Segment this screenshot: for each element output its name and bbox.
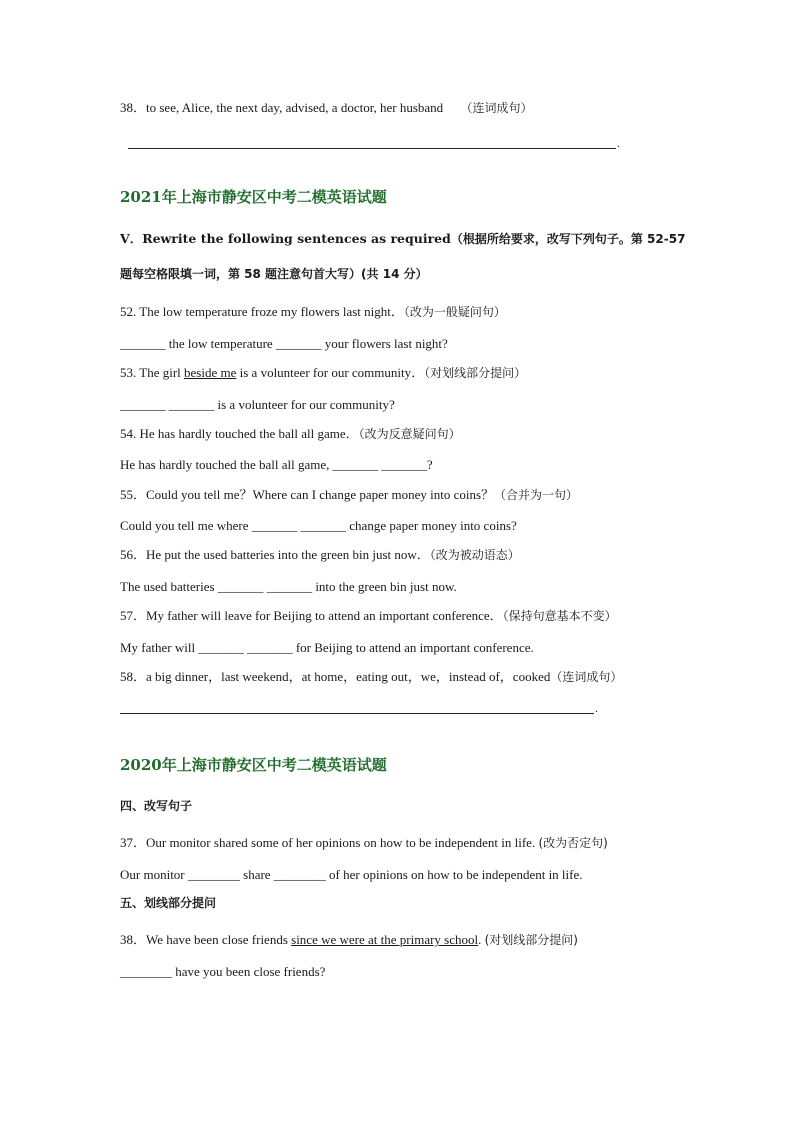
part-4-title — [120, 798, 192, 814]
question-note: （合并为一句） — [494, 488, 579, 502]
instructions-english: V．Rewrite the following sentences as required — [120, 231, 451, 246]
question-58 — [120, 669, 622, 685]
question-54 — [120, 426, 461, 442]
question-37 — [120, 835, 608, 851]
question-text: 38．We have been close friends — [120, 932, 292, 947]
question-57 — [120, 608, 617, 624]
question-text: is a volunteer for our community． — [236, 365, 425, 380]
question-text: 53. The girl — [120, 365, 185, 380]
answer-56: The used batteries _______ _______ into the green bin just now. — [120, 579, 457, 594]
answer-55: Could you tell me where _______ _______ change paper money into coins? — [120, 518, 517, 533]
question-56 — [120, 547, 520, 563]
question-55 — [120, 487, 578, 503]
question-text: 54. He has hardly touched the ball all game． — [120, 426, 359, 441]
question-text: 56．He put the used batteries into the green bin just now． — [120, 547, 430, 562]
question-53 — [120, 365, 526, 381]
answer-53: _______ _______ is a volunteer for our community? — [120, 397, 395, 412]
question-note: （改为反意疑问句） — [358, 427, 461, 441]
question-note: （改为一般疑问句） — [403, 305, 506, 319]
answer-54: He has hardly touched the ball all game, _______ _______? — [120, 457, 433, 472]
question-note: （连词成句） — [550, 670, 623, 684]
answer-52: _______ the low temperature _______ your flowers last night? — [120, 336, 448, 351]
question-text: 37．Our monitor shared some of her opinions on how to be independent in life. — [120, 835, 539, 850]
answer-38-bottom: ________ have you been close friends? — [120, 964, 326, 979]
underlined-phrase: beside me — [184, 365, 237, 380]
question-text: 57．My father will leave for Beijing to attend an important conference． — [120, 608, 503, 623]
answer-line — [128, 148, 616, 149]
question-text: 58．a big dinner，last weekend，at home，eating out，we，instead of，cooked — [120, 669, 551, 684]
question-text: 38．to see, Alice, the next day, advised, a doctor, her husband — [120, 100, 444, 115]
section-heading-2020: 2020年上海市静安区中考二模英语试题 — [120, 756, 387, 774]
part-title: 五、划线部分提问 — [120, 896, 217, 910]
question-text: 52. The low temperature froze my flowers last night． — [120, 304, 404, 319]
question-note: （连词成句） — [460, 101, 533, 115]
section-heading-2021: 2021年上海市静安区中考二模英语试题 — [120, 188, 387, 206]
question-38-top — [120, 100, 532, 116]
question-note: (对划线部分提问) — [484, 933, 578, 947]
answer-period: . — [595, 701, 598, 715]
part-title: 四、改写句子 — [120, 799, 193, 813]
question-note: （对划线部分提问） — [424, 366, 527, 380]
instructions-chinese-1: （根据所给要求，改写下列句子。第 52-57 — [450, 232, 686, 246]
question-38-bottom — [120, 932, 578, 948]
answer-line — [120, 713, 594, 714]
answer-57: My father will _______ _______ for Beijing to attend an important conference. — [120, 640, 534, 655]
question-note: （改为被动语态） — [429, 548, 520, 562]
part-5-title — [120, 895, 216, 911]
answer-37: Our monitor ________ share ________ of her opinions on how to be independent in life. — [120, 867, 583, 882]
instructions-line-2 — [120, 266, 428, 282]
instructions-chinese-2: 题每空格限填一词，第 58 题注意句首大写）(共 14 分） — [120, 267, 428, 281]
question-52 — [120, 304, 506, 320]
underlined-phrase: since we were at the primary school — [291, 932, 479, 947]
question-text: 55．Could you tell me？Where can I change paper money into coins？ — [120, 487, 495, 502]
question-note: (改为否定句) — [538, 836, 608, 850]
instructions-line-1 — [120, 231, 685, 247]
question-text: . — [478, 932, 485, 947]
question-note: （保持句意基本不变） — [502, 609, 617, 623]
answer-period: . — [617, 136, 620, 150]
